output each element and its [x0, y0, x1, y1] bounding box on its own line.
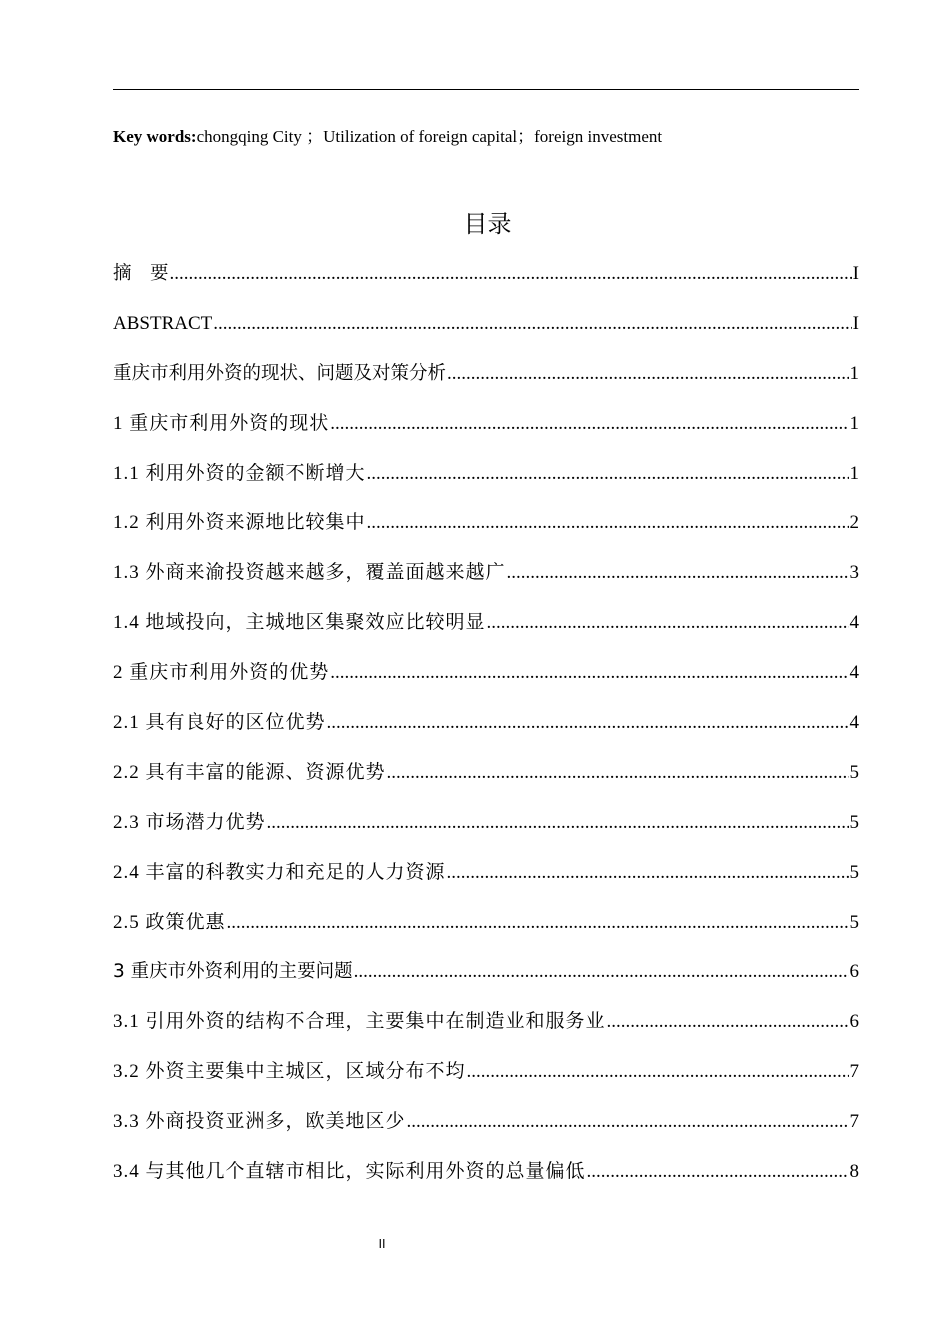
dot-leader: [367, 508, 849, 538]
toc-entry-page: I: [852, 263, 859, 284]
toc-entry[interactable]: [113, 259, 859, 309]
table-of-contents: [113, 259, 859, 1207]
dot-leader: [213, 309, 851, 339]
dot-leader: [327, 708, 849, 738]
dot-leader: [330, 409, 848, 439]
toc-entry-label: 3.1 引用外资的结构不合理，主要集中在制造业和服务业: [113, 1011, 606, 1033]
dot-leader: [407, 1107, 849, 1137]
toc-entry-page: 8: [849, 1161, 859, 1183]
toc-entry-label: 3.2 外资主要集中主城区，区域分布不均: [113, 1061, 466, 1083]
dot-leader: [330, 658, 848, 688]
dot-leader: [267, 808, 849, 838]
toc-entry[interactable]: [113, 459, 859, 509]
keywords-text: chongqing City ；Utilization of foreign capital；foreign investment: [196, 127, 663, 146]
toc-entry-page: 6: [849, 961, 859, 983]
toc-entry-label: 1.1 利用外资的金额不断增大: [113, 462, 366, 484]
toc-entry-label: 2.4 丰富的科教实力和充足的人力资源: [113, 861, 446, 883]
toc-entry-label: 1.3 外商来渝投资越来越多，覆盖面越来越广: [113, 562, 506, 584]
toc-entry-page: 5: [849, 861, 859, 883]
toc-entry-page: 3: [849, 562, 859, 584]
toc-entry[interactable]: [113, 908, 859, 958]
toc-entry-page: 5: [849, 911, 859, 933]
dot-leader: [447, 858, 849, 888]
toc-entry-label: 3.4 与其他几个直辖市相比，实际利用外资的总量偏低: [113, 1161, 586, 1183]
toc-entry-label: 1.4 地域投向，主城地区集聚效应比较明显: [113, 612, 486, 634]
toc-entry-page: 2: [849, 512, 859, 534]
page-number: II: [378, 1237, 386, 1251]
toc-entry[interactable]: [113, 558, 859, 608]
toc-entry[interactable]: [113, 1057, 859, 1107]
toc-entry-page: 4: [849, 612, 859, 634]
toc-entry[interactable]: [113, 658, 859, 708]
header-rule: [113, 89, 859, 90]
toc-entry-page: 1: [849, 362, 859, 384]
toc-entry-label: 摘 要: [113, 263, 169, 284]
toc-entry-page: 1: [849, 462, 859, 484]
toc-entry[interactable]: [113, 1007, 859, 1057]
toc-entry[interactable]: [113, 309, 859, 359]
keywords-line: [113, 126, 859, 148]
toc-entry-label: 2.2 具有丰富的能源、资源优势: [113, 761, 386, 783]
dot-leader: [447, 359, 848, 389]
toc-entry-page: 5: [849, 811, 859, 833]
toc-entry-label: 3.3 外商投资亚洲多，欧美地区少: [113, 1111, 406, 1133]
toc-entry[interactable]: [113, 957, 859, 1007]
dot-leader: [387, 758, 849, 788]
toc-entry-page: 4: [849, 712, 859, 734]
dot-leader: [507, 558, 849, 588]
toc-entry-page: 4: [849, 662, 859, 684]
toc-entry[interactable]: [113, 708, 859, 758]
toc-entry-label: 2.5 政策优惠: [113, 911, 226, 933]
dot-leader: [587, 1157, 849, 1187]
toc-entry-page: 7: [849, 1111, 859, 1133]
keywords-label: Key words:: [113, 127, 197, 146]
toc-entry-label: 3 重庆市外资利用的主要问题: [113, 961, 353, 983]
toc-entry-label: 2 重庆市利用外资的优势: [113, 662, 330, 684]
toc-entry-page: 5: [849, 761, 859, 783]
toc-entry-label: 2.1 具有良好的区位优势: [113, 712, 326, 734]
toc-entry[interactable]: [113, 858, 859, 908]
dot-leader: [467, 1057, 849, 1087]
toc-entry[interactable]: [113, 359, 859, 409]
toc-entry-page: I: [852, 312, 859, 334]
toc-entry[interactable]: [113, 1107, 859, 1157]
dot-leader: [227, 908, 849, 938]
toc-title: 目录: [463, 210, 512, 238]
toc-entry-label: 2.3 市场潜力优势: [113, 811, 266, 833]
dot-leader: [354, 957, 849, 987]
toc-entry-label: 重庆市利用外资的现状、问题及对策分析: [113, 362, 447, 384]
dot-leader: [607, 1007, 849, 1037]
toc-entry[interactable]: [113, 758, 859, 808]
toc-entry[interactable]: [113, 409, 859, 459]
toc-entry-page: 1: [849, 412, 859, 434]
dot-leader: [367, 459, 849, 489]
toc-entry[interactable]: [113, 1157, 859, 1207]
toc-entry-page: 6: [849, 1011, 859, 1033]
toc-entry-page: 7: [849, 1061, 859, 1083]
toc-entry-label: ABSTRACT: [113, 312, 213, 334]
toc-entry[interactable]: [113, 508, 859, 558]
toc-entry-label: 1.2 利用外资来源地比较集中: [113, 512, 366, 534]
toc-entry-label: 1 重庆市利用外资的现状: [113, 412, 330, 434]
toc-entry[interactable]: [113, 608, 859, 658]
dot-leader: [170, 259, 852, 289]
toc-entry[interactable]: [113, 808, 859, 858]
dot-leader: [487, 608, 849, 638]
